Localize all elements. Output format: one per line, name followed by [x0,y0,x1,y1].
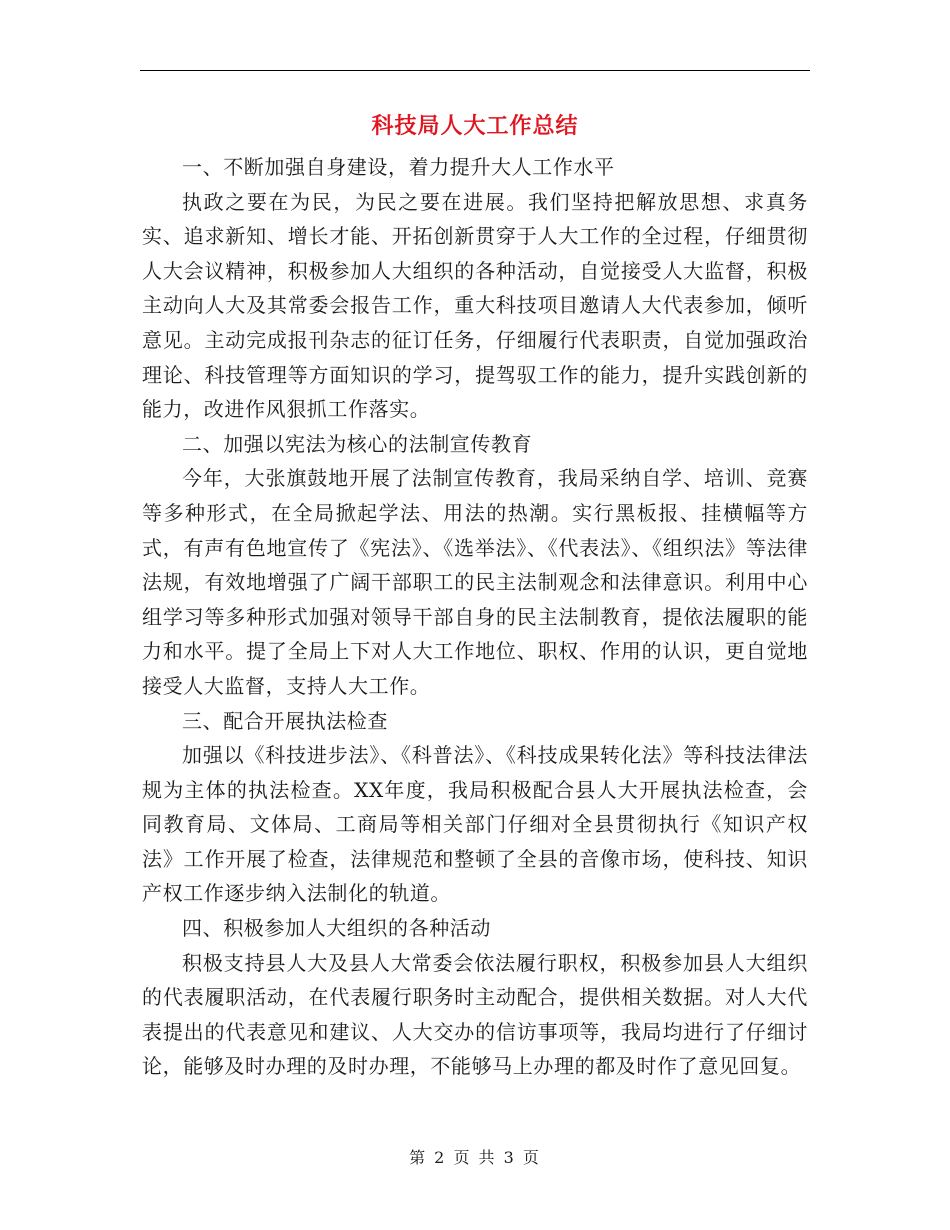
header-rule [140,70,810,71]
page-number: 第 2 页 共 3 页 [409,1148,541,1167]
section-2-heading: 二、加强以宪法为核心的法制宣传教育 [182,431,533,456]
section-3-paragraph: 加强以《科技进步法》、《科普法》、《科技成果转化法》等科技法律法规为主体的执法检查。XX年度，我局积极配合县人大开展执法检查，会同教育局、文体局、工商局等相关部门仔细对全县贯彻执行《知识产权法》工作开展了检查，法律规范和整顿了全县的音像市场，使科技、知识产权工作逐步纳入法制化的轨道。 [142,743,808,906]
section-1-paragraph: 执政之要在为民，为民之要在进展。我们坚持把解放思想、求真务实、追求新知、增长才能、开拓创新贯穿于人大工作的全过程，仔细贯彻人大会议精神，积极参加人大组织的各种活动，自觉接受人大监督，积极主动向人大及其常委会报告工作，重大科技项目邀请人大代表参加，倾听意见。主动完成报刊杂志的征订任务，仔细履行代表职责，自觉加强政治理论、科技管理等方面知识的学习，提驾驭工作的能力，提升实践创新的能力，改进作风狠抓工作落实。 [142,189,808,422]
section-2-paragraph: 今年，大张旗鼓地开展了法制宣传教育，我局采纳自学、培训、竞赛等多种形式，在全局掀起学法、用法的热潮。实行黑板报、挂横幅等方式，有声有色地宣传了《宪法》、《选举法》、《代表法》、《组织法》等法律法规，有效地增强了广阔干部职工的民主法制观念和法律意识。利用中心组学习等多种形式加强对领导干部自身的民主法制教育，提依法履职的能力和水平。提了全局上下对人大工作地位、职权、作用的认识，更自觉地接受人大监督，支持人大工作。 [142,466,808,698]
section-4-heading: 四、积极参加人大组织的各种活动 [182,916,491,941]
section-1-heading: 一、不断加强自身建设，着力提升大人工作水平 [182,155,615,179]
document-body [142,150,808,1084]
document-title: 科技局人大工作总结 [371,113,579,139]
section-3-heading: 三、配合开展执法检查 [182,708,388,733]
section-4-paragraph: 积极支持县人大及县人大常委会依法履行职权，积极参加县人大组织的代表履职活动，在代表履行职务时主动配合，提供相关数据。对人大代表提出的代表意见和建议、人大交办的信访事项等，我局均进行了仔细讨论，能够及时办理的及时办理，不能够马上办理的都及时作了意见回复。 [142,950,808,1079]
